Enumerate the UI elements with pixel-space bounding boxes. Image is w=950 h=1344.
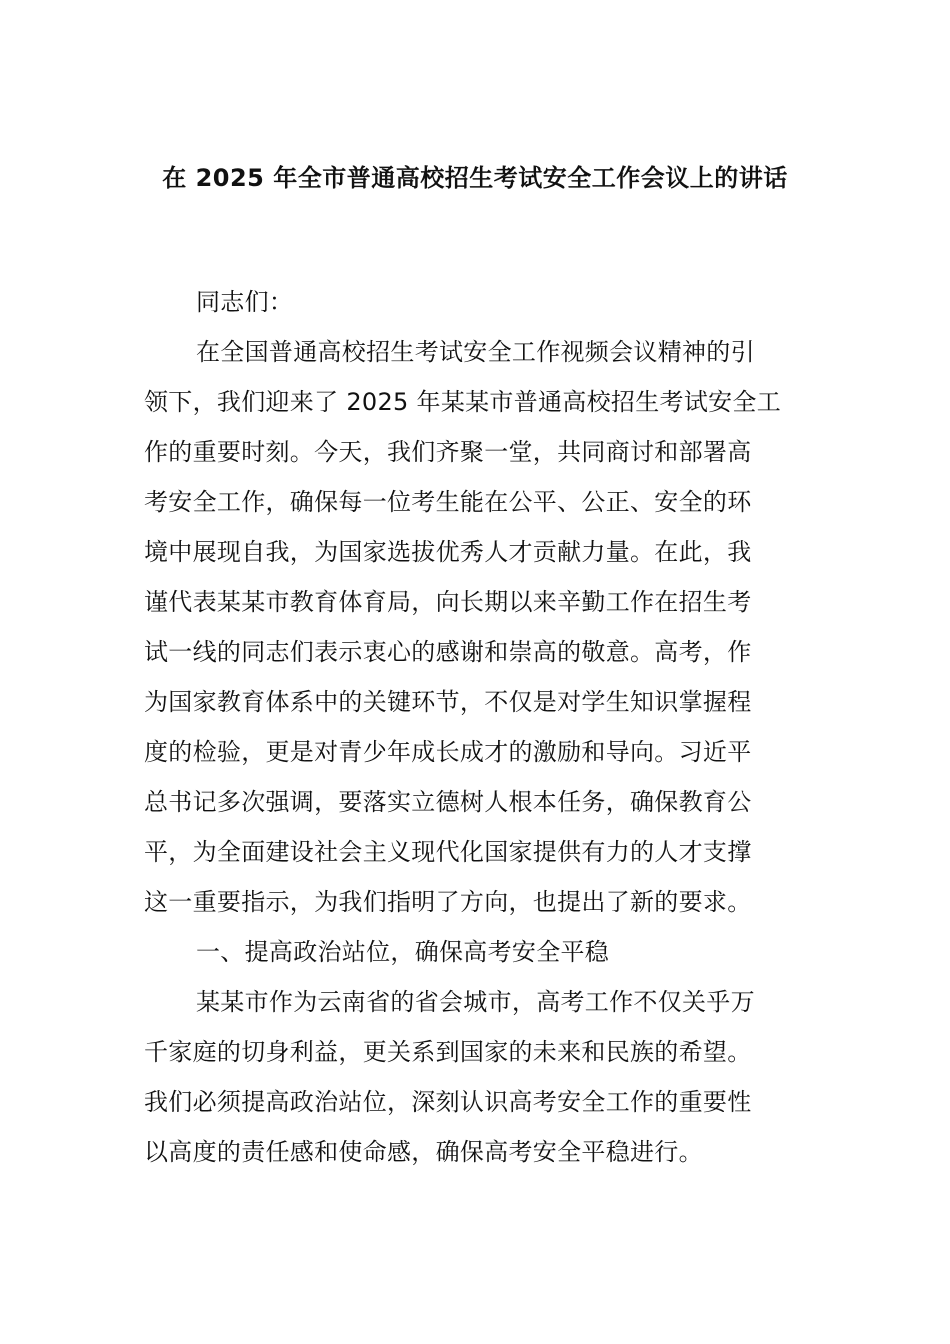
document-title: 在 2025 年全市普通高校招生考试安全工作会议上的讲话 bbox=[162, 164, 788, 192]
body-line: 为国家教育体系中的关键环节，不仅是对学生知识掌握程 bbox=[144, 688, 752, 716]
body-line: 考安全工作，确保每一位考生能在公平、公正、安全的环 bbox=[144, 488, 752, 516]
body-line: 领下，我们迎来了 2025 年某某市普通高校招生考试安全工 bbox=[144, 388, 782, 416]
body-line: 试一线的同志们表示衷心的感谢和崇高的敬意。高考，作 bbox=[144, 638, 752, 666]
body-line: 平，为全面建设社会主义现代化国家提供有力的人才支撑 bbox=[144, 838, 752, 866]
body-line: 度的检验，更是对青少年成长成才的激励和导向。习近平 bbox=[144, 738, 752, 766]
body-line: 某某市作为云南省的省会城市，高考工作不仅关乎万 bbox=[196, 988, 755, 1016]
body-line: 谨代表某某市教育体育局，向长期以来辛勤工作在招生考 bbox=[144, 588, 752, 616]
body-line: 以高度的责任感和使命感，确保高考安全平稳进行。 bbox=[144, 1138, 703, 1166]
body-line: 总书记多次强调，要落实立德树人根本任务，确保教育公 bbox=[144, 788, 752, 816]
body-line: 我们必须提高政治站位，深刻认识高考安全工作的重要性 bbox=[144, 1088, 752, 1116]
section-heading: 一、提高政治站位，确保高考安全平稳 bbox=[196, 938, 610, 966]
body-line: 这一重要指示，为我们指明了方向，也提出了新的要求。 bbox=[144, 888, 752, 916]
body-line: 作的重要时刻。今天，我们齐聚一堂，共同商讨和部署高 bbox=[144, 438, 752, 466]
body-line: 千家庭的切身利益，更关系到国家的未来和民族的希望。 bbox=[144, 1038, 752, 1066]
body-line: 在全国普通高校招生考试安全工作视频会议精神的引 bbox=[196, 338, 755, 366]
salutation: 同志们： bbox=[196, 288, 294, 316]
body-line: 境中展现自我，为国家选拔优秀人才贡献力量。在此，我 bbox=[144, 538, 752, 566]
